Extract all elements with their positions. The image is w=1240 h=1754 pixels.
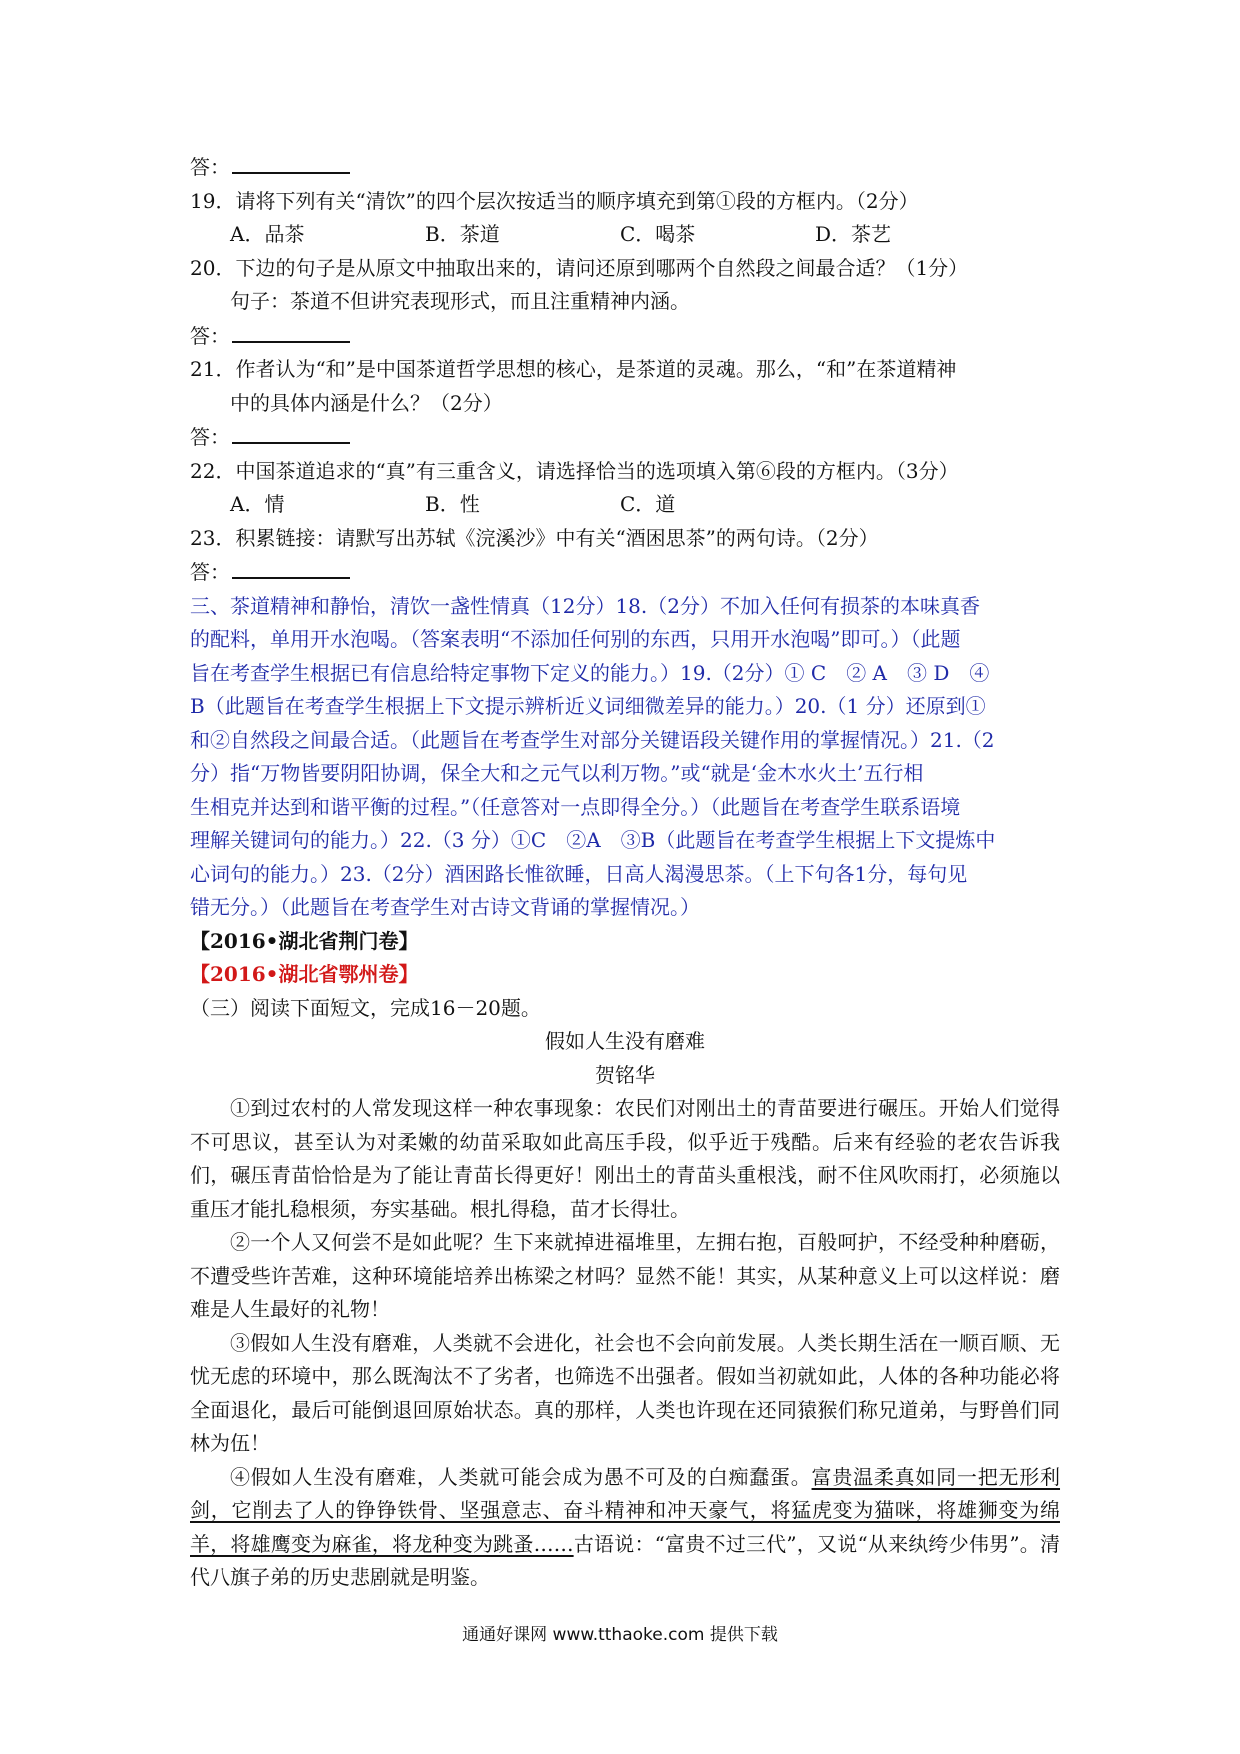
article-title: 假如人生没有磨难: [545, 1029, 705, 1053]
answer-key-line: 心词句的能力。）23.（2分）酒困路长惟欲睡，日高人渴漫思茶。（上下句各1分，每句见: [190, 861, 968, 886]
question-22-options: [190, 488, 1060, 522]
answer-blank: [232, 150, 350, 174]
option-d: D．茶艺: [815, 222, 892, 246]
answer-line-21: 答：: [190, 420, 1060, 455]
answer-key-line: 分）指“万物皆要阴阳协调，保全大和之元气以利万物。”或“就是‘金木水火土’五行相: [190, 761, 924, 785]
article-paragraph-4: ④假如人生没有磨难，人类就可能会成为愚不可及的白痴蠢蛋。富贵温柔真如同一把无形利剑，它削去了人的铮铮铁骨、坚强意志、奋斗精神和冲天豪气，将猛虎变为猫咪，将雄狮变为绵羊，将雄鹰变为麻雀，将龙种变为跳蚤……古语说：“富贵不过三代”，又说“从来纨绔少伟男”。清代八旗子弟的历史悲剧就是明鉴。: [190, 1464, 1061, 1589]
answer-key-line: 和②自然段之间最合适。（此题旨在考查学生对部分关键语段关键作用的掌握情况。）21.（2: [190, 727, 995, 752]
answer-blank: [232, 555, 350, 579]
answer-key-line: 生相克并达到和谐平衡的过程。”（任意答对一点即得全分。）（此题旨在考查学生联系语境: [190, 794, 961, 819]
article-author: 贺铭华: [595, 1062, 655, 1087]
answer-key-line: B（此题旨在考查学生根据上下文提示辨析近义词细微差异的能力。）20.（1 分）还原到①: [190, 694, 986, 718]
question-19-options: [190, 218, 1060, 252]
page-footer: 通通好课网 www.tthaoke.com 提供下载: [462, 1625, 778, 1645]
answer-line-23: 答：: [190, 555, 1060, 590]
answer-key: [190, 590, 1060, 925]
option-b: B．性: [425, 492, 480, 516]
answer-line-20: 答：: [190, 319, 1060, 354]
article-paragraph-1: ①到过农村的人常发现这样一种农事现象：农民们对刚出土的青苗要进行碾压。开始人们觉得不可思议，甚至认为对柔嫩的幼苗采取如此高压手段，似乎近于残酷。后来有经验的老农告诉我们，碾压青苗恰恰是为了能让青苗长得更好！刚出土的青苗头重根浅，耐不住风吹雨打，必须施以重压才能扎稳根须，夯实基础。根扎得稳，苗才长得壮。: [190, 1096, 1060, 1221]
question-20-sentence: 句子：茶道不但讲究表现形式，而且注重精神内涵。: [230, 289, 690, 313]
answer-blank: [232, 319, 350, 343]
question-23: 23．积累链接：请默写出苏轼《浣溪沙》中有关“酒困思茶”的两句诗。（2分）: [190, 525, 879, 550]
section-intro: （三）阅读下面短文，完成16－20题。: [190, 995, 541, 1020]
article-paragraph-2: ②一个人又何尝不是如此呢？生下来就掉进福堆里，左拥右抱，百般呵护，不经受种种磨砺，不遭受些许苦难，这种环境能培养出栋梁之材吗？显然不能！其实，从某种意义上可以这样说：磨难是人生最好的礼物！: [190, 1230, 1060, 1321]
question-21-cont: 中的具体内涵是什么？（2分）: [230, 390, 503, 415]
option-c: C．喝茶: [620, 222, 696, 246]
section-header-jingmen: 【2016•湖北省荆门卷】: [190, 928, 419, 953]
option-a: A．情: [230, 492, 285, 516]
question-22: 22．中国茶道追求的“真”有三重含义，请选择恰当的选项填入第⑥段的方框内。（3分）: [190, 458, 959, 483]
underlined-sentence: 富贵温柔真如同一把无形利剑，它削去了人的铮铮铁骨、坚强意志、奋斗精神和冲天豪气，将猛虎变为猫咪，将雄狮变为绵羊，将雄鹰变为麻雀，将龙种变为跳蚤……: [190, 1464, 1061, 1556]
question-20: 20．下边的句子是从原文中抽取出来的，请问还原到哪两个自然段之间最合适？（1分）: [190, 255, 969, 280]
option-c: C．道: [620, 492, 676, 516]
option-b: B．茶道: [425, 222, 500, 246]
answer-key-line: 旨在考查学生根据已有信息给特定事物下定义的能力。）19.（2分）① C ② A ③ D ④: [190, 660, 990, 685]
option-a: A．品茶: [230, 222, 305, 246]
question-21: 21．作者认为“和”是中国茶道哲学思想的核心，是茶道的灵魂。那么，“和”在茶道精神: [190, 357, 957, 381]
article-paragraph-3: ③假如人生没有磨难，人类就不会进化，社会也不会向前发展。人类长期生活在一顺百顺、无忧无虑的环境中，那么既淘汰不了劣者，也筛选不出强者。假如当初就如此，人体的各种功能必将全面退化，最后可能倒退回原始状态。真的那样，人类也许现在还同猿猴们称兄道弟，与野兽们同林为伍！: [190, 1330, 1060, 1455]
section-header-ezhou: 【2016•湖北省鄂州卷】: [190, 962, 419, 986]
answer-key-line: 理解关键词句的能力。）22.（3 分）①C ②A ③B（此题旨在考查学生根据上下文提炼中: [190, 828, 996, 852]
page-content: [190, 150, 1060, 1595]
answer-key-line: 错无分。）（此题旨在考查学生对古诗文背诵的掌握情况。）: [190, 895, 700, 919]
answer-line-18: 答：: [190, 150, 1060, 185]
answer-blank: [232, 420, 350, 444]
answer-key-line: 的配料，单用开水泡喝。（答案表明“不添加任何别的东西，只用开水泡喝”即可。）（此题: [190, 627, 961, 651]
answer-key-line: 三、茶道精神和静怡，清饮一盏性情真（12分）18.（2分）不加入任何有损茶的本味真香: [190, 593, 980, 618]
question-19: 19．请将下列有关“清饮”的四个层次按适当的顺序填充到第①段的方框内。（2分）: [190, 188, 919, 213]
